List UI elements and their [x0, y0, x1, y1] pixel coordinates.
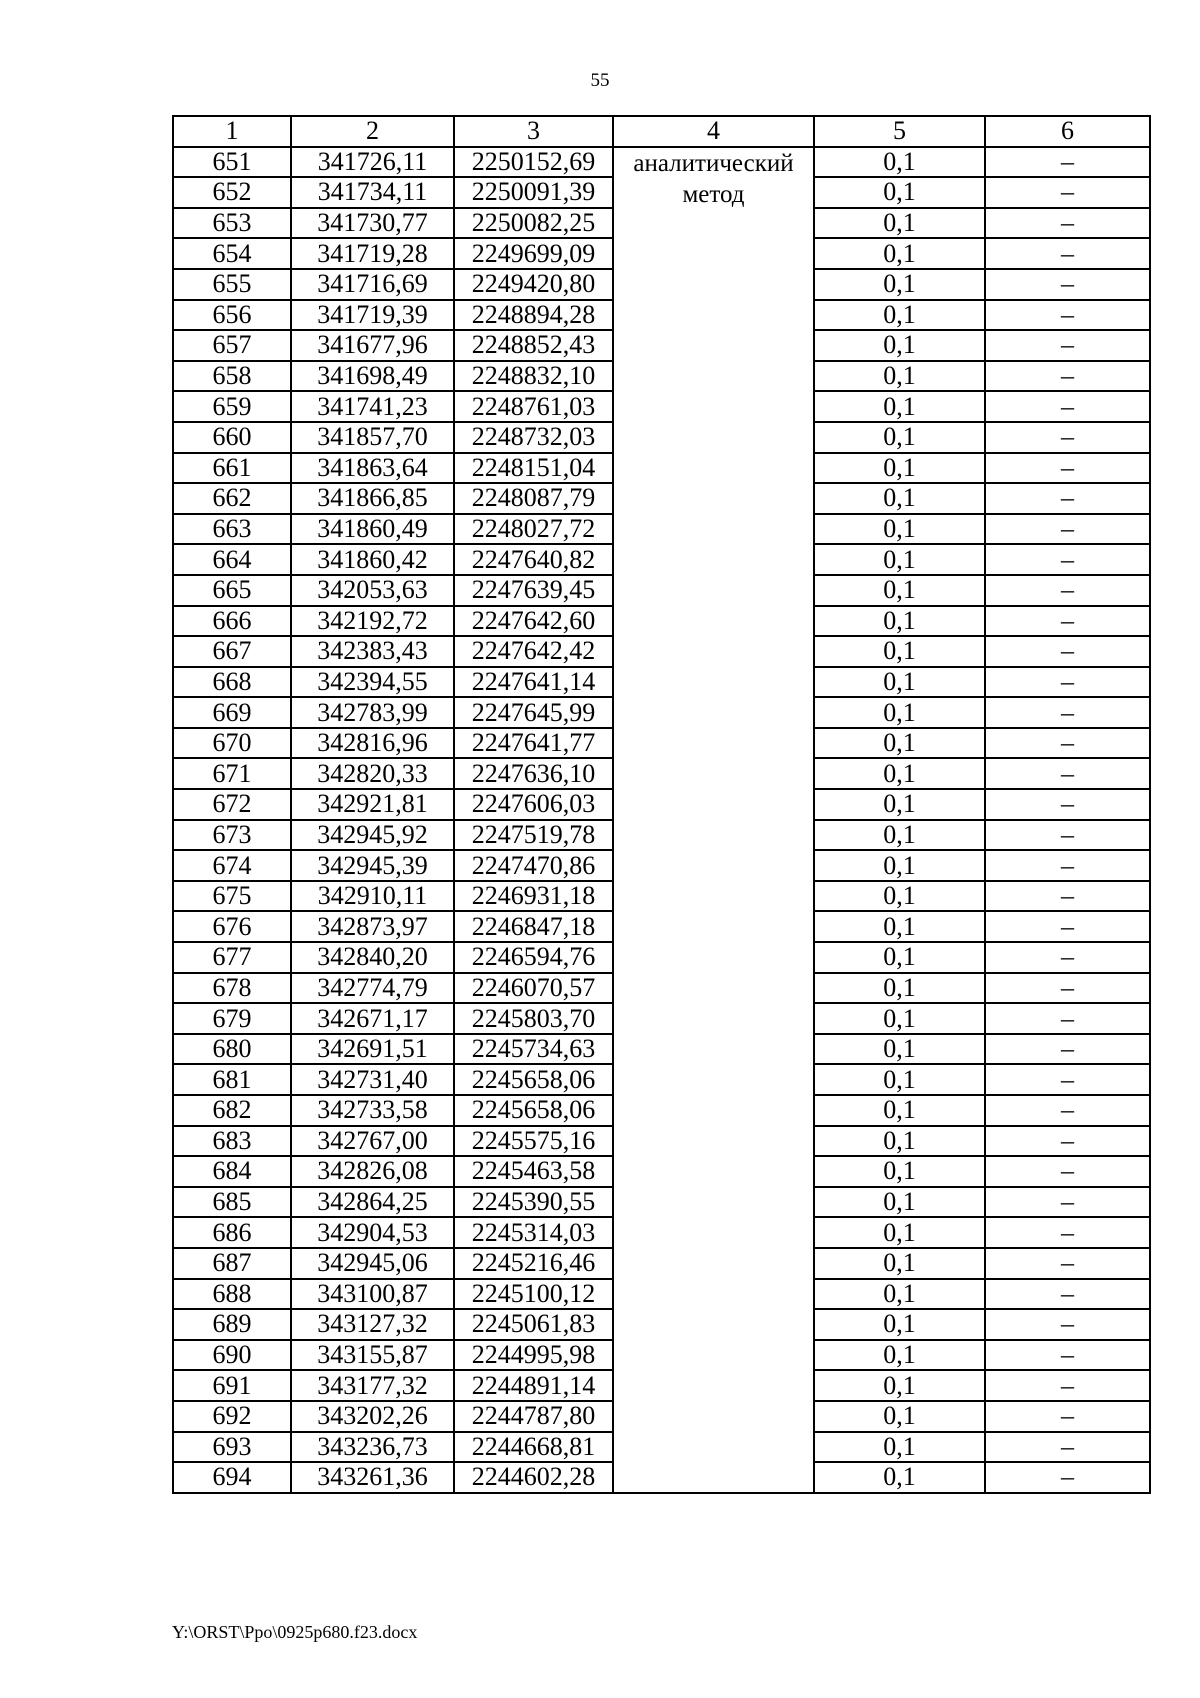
- header-cell: 5: [814, 116, 985, 147]
- note-cell: –: [985, 1370, 1150, 1401]
- note-cell: –: [985, 1462, 1150, 1493]
- x-coordinate-cell: 342192,72: [291, 606, 454, 637]
- note-cell: –: [985, 850, 1150, 881]
- accuracy-cell: 0,1: [814, 758, 985, 789]
- accuracy-cell: 0,1: [814, 147, 985, 178]
- y-coordinate-cell: 2248832,10: [454, 361, 613, 392]
- accuracy-cell: 0,1: [814, 1034, 985, 1065]
- y-coordinate-cell: 2250091,39: [454, 177, 613, 208]
- y-coordinate-cell: 2245390,55: [454, 1187, 613, 1218]
- accuracy-cell: 0,1: [814, 1217, 985, 1248]
- note-cell: –: [985, 1309, 1150, 1340]
- header-cell: 4: [613, 116, 814, 147]
- y-coordinate-cell: 2244891,14: [454, 1370, 613, 1401]
- point-number-cell: 654: [173, 238, 291, 269]
- y-coordinate-cell: 2247606,03: [454, 789, 613, 820]
- point-number-cell: 692: [173, 1401, 291, 1432]
- note-cell: –: [985, 422, 1150, 453]
- accuracy-cell: 0,1: [814, 330, 985, 361]
- note-cell: –: [985, 147, 1150, 178]
- y-coordinate-cell: 2247640,82: [454, 544, 613, 575]
- accuracy-cell: 0,1: [814, 422, 985, 453]
- header-cell: 3: [454, 116, 613, 147]
- coordinates-table: [172, 115, 1151, 1494]
- point-number-cell: 653: [173, 208, 291, 239]
- point-number-cell: 694: [173, 1462, 291, 1493]
- accuracy-cell: 0,1: [814, 1126, 985, 1157]
- y-coordinate-cell: 2245658,06: [454, 1095, 613, 1126]
- point-number-cell: 668: [173, 667, 291, 698]
- point-number-cell: 663: [173, 514, 291, 545]
- y-coordinate-cell: 2244787,80: [454, 1401, 613, 1432]
- note-cell: –: [985, 238, 1150, 269]
- note-cell: –: [985, 1340, 1150, 1371]
- note-cell: –: [985, 1217, 1150, 1248]
- point-number-cell: 662: [173, 483, 291, 514]
- y-coordinate-cell: 2247642,60: [454, 606, 613, 637]
- accuracy-cell: 0,1: [814, 575, 985, 606]
- x-coordinate-cell: 341716,69: [291, 269, 454, 300]
- x-coordinate-cell: 342394,55: [291, 667, 454, 698]
- x-coordinate-cell: 342767,00: [291, 1126, 454, 1157]
- point-number-cell: 676: [173, 911, 291, 942]
- accuracy-cell: 0,1: [814, 1064, 985, 1095]
- x-coordinate-cell: 342733,58: [291, 1095, 454, 1126]
- note-cell: –: [985, 697, 1150, 728]
- accuracy-cell: 0,1: [814, 238, 985, 269]
- note-cell: –: [985, 1156, 1150, 1187]
- x-coordinate-cell: 342053,63: [291, 575, 454, 606]
- note-cell: –: [985, 1401, 1150, 1432]
- x-coordinate-cell: 341719,28: [291, 238, 454, 269]
- point-number-cell: 682: [173, 1095, 291, 1126]
- y-coordinate-cell: 2249420,80: [454, 269, 613, 300]
- table-header-row: [173, 116, 1150, 147]
- note-cell: –: [985, 453, 1150, 484]
- accuracy-cell: 0,1: [814, 1370, 985, 1401]
- y-coordinate-cell: 2250152,69: [454, 147, 613, 178]
- accuracy-cell: 0,1: [814, 820, 985, 851]
- accuracy-cell: 0,1: [814, 942, 985, 973]
- note-cell: –: [985, 514, 1150, 545]
- accuracy-cell: 0,1: [814, 850, 985, 881]
- page-number: 55: [590, 70, 610, 91]
- accuracy-cell: 0,1: [814, 881, 985, 912]
- y-coordinate-cell: 2245216,46: [454, 1248, 613, 1279]
- accuracy-cell: 0,1: [814, 1309, 985, 1340]
- accuracy-cell: 0,1: [814, 269, 985, 300]
- accuracy-cell: 0,1: [814, 789, 985, 820]
- note-cell: –: [985, 942, 1150, 973]
- note-cell: –: [985, 1248, 1150, 1279]
- y-coordinate-cell: 2248894,28: [454, 300, 613, 331]
- x-coordinate-cell: 342864,25: [291, 1187, 454, 1218]
- y-coordinate-cell: 2248087,79: [454, 483, 613, 514]
- note-cell: –: [985, 544, 1150, 575]
- y-coordinate-cell: 2247642,42: [454, 636, 613, 667]
- method-line: аналитический: [633, 149, 794, 177]
- y-coordinate-cell: 2247636,10: [454, 758, 613, 789]
- x-coordinate-cell: 342731,40: [291, 1064, 454, 1095]
- point-number-cell: 661: [173, 453, 291, 484]
- point-number-cell: 677: [173, 942, 291, 973]
- point-number-cell: 670: [173, 728, 291, 759]
- x-coordinate-cell: 341863,64: [291, 453, 454, 484]
- note-cell: –: [985, 1003, 1150, 1034]
- note-cell: –: [985, 758, 1150, 789]
- y-coordinate-cell: 2245803,70: [454, 1003, 613, 1034]
- accuracy-cell: 0,1: [814, 973, 985, 1004]
- accuracy-cell: 0,1: [814, 667, 985, 698]
- accuracy-cell: 0,1: [814, 606, 985, 637]
- note-cell: –: [985, 269, 1150, 300]
- note-cell: –: [985, 911, 1150, 942]
- note-cell: –: [985, 330, 1150, 361]
- note-cell: –: [985, 973, 1150, 1004]
- header-cell: 2: [291, 116, 454, 147]
- point-number-cell: 656: [173, 300, 291, 331]
- point-number-cell: 666: [173, 606, 291, 637]
- note-cell: –: [985, 1432, 1150, 1463]
- y-coordinate-cell: 2246931,18: [454, 881, 613, 912]
- x-coordinate-cell: 342904,53: [291, 1217, 454, 1248]
- note-cell: –: [985, 483, 1150, 514]
- accuracy-cell: 0,1: [814, 483, 985, 514]
- point-number-cell: 658: [173, 361, 291, 392]
- y-coordinate-cell: 2245658,06: [454, 1064, 613, 1095]
- point-number-cell: 687: [173, 1248, 291, 1279]
- point-number-cell: 683: [173, 1126, 291, 1157]
- accuracy-cell: 0,1: [814, 911, 985, 942]
- y-coordinate-cell: 2245314,03: [454, 1217, 613, 1248]
- x-coordinate-cell: 341726,11: [291, 147, 454, 178]
- y-coordinate-cell: 2245734,63: [454, 1034, 613, 1065]
- point-number-cell: 675: [173, 881, 291, 912]
- x-coordinate-cell: 343177,32: [291, 1370, 454, 1401]
- point-number-cell: 652: [173, 177, 291, 208]
- point-number-cell: 655: [173, 269, 291, 300]
- accuracy-cell: 0,1: [814, 636, 985, 667]
- y-coordinate-cell: 2245061,83: [454, 1309, 613, 1340]
- point-number-cell: 657: [173, 330, 291, 361]
- x-coordinate-cell: 343155,87: [291, 1340, 454, 1371]
- point-number-cell: 690: [173, 1340, 291, 1371]
- table-row: [173, 147, 1150, 178]
- accuracy-cell: 0,1: [814, 453, 985, 484]
- point-number-cell: 686: [173, 1217, 291, 1248]
- y-coordinate-cell: 2244995,98: [454, 1340, 613, 1371]
- note-cell: –: [985, 667, 1150, 698]
- x-coordinate-cell: 341860,49: [291, 514, 454, 545]
- point-number-cell: 684: [173, 1156, 291, 1187]
- y-coordinate-cell: 2250082,25: [454, 208, 613, 239]
- point-number-cell: 693: [173, 1432, 291, 1463]
- point-number-cell: 667: [173, 636, 291, 667]
- note-cell: –: [985, 1279, 1150, 1310]
- x-coordinate-cell: 343100,87: [291, 1279, 454, 1310]
- x-coordinate-cell: 342921,81: [291, 789, 454, 820]
- point-number-cell: 674: [173, 850, 291, 881]
- note-cell: –: [985, 208, 1150, 239]
- method-cell: [613, 147, 814, 1493]
- y-coordinate-cell: 2245575,16: [454, 1126, 613, 1157]
- note-cell: –: [985, 789, 1150, 820]
- y-coordinate-cell: 2244602,28: [454, 1462, 613, 1493]
- accuracy-cell: 0,1: [814, 1279, 985, 1310]
- y-coordinate-cell: 2245100,12: [454, 1279, 613, 1310]
- accuracy-cell: 0,1: [814, 1432, 985, 1463]
- accuracy-cell: 0,1: [814, 1248, 985, 1279]
- x-coordinate-cell: 342671,17: [291, 1003, 454, 1034]
- accuracy-cell: 0,1: [814, 208, 985, 239]
- y-coordinate-cell: 2248852,43: [454, 330, 613, 361]
- note-cell: –: [985, 606, 1150, 637]
- y-coordinate-cell: 2248027,72: [454, 514, 613, 545]
- note-cell: –: [985, 361, 1150, 392]
- accuracy-cell: 0,1: [814, 1003, 985, 1034]
- x-coordinate-cell: 342774,79: [291, 973, 454, 1004]
- x-coordinate-cell: 342691,51: [291, 1034, 454, 1065]
- accuracy-cell: 0,1: [814, 514, 985, 545]
- x-coordinate-cell: 341857,70: [291, 422, 454, 453]
- y-coordinate-cell: 2245463,58: [454, 1156, 613, 1187]
- table-body: [173, 147, 1150, 1493]
- accuracy-cell: 0,1: [814, 300, 985, 331]
- file-path-footer: Y:\ORST\Ppo\0925p680.f23.docx: [172, 1622, 418, 1642]
- point-number-cell: 689: [173, 1309, 291, 1340]
- point-number-cell: 680: [173, 1034, 291, 1065]
- x-coordinate-cell: 341677,96: [291, 330, 454, 361]
- accuracy-cell: 0,1: [814, 361, 985, 392]
- point-number-cell: 679: [173, 1003, 291, 1034]
- y-coordinate-cell: 2247519,78: [454, 820, 613, 851]
- x-coordinate-cell: 342910,11: [291, 881, 454, 912]
- x-coordinate-cell: 342945,92: [291, 820, 454, 851]
- x-coordinate-cell: 343127,32: [291, 1309, 454, 1340]
- y-coordinate-cell: 2246070,57: [454, 973, 613, 1004]
- point-number-cell: 660: [173, 422, 291, 453]
- x-coordinate-cell: 342945,39: [291, 850, 454, 881]
- x-coordinate-cell: 342816,96: [291, 728, 454, 759]
- x-coordinate-cell: 343236,73: [291, 1432, 454, 1463]
- x-coordinate-cell: 342820,33: [291, 758, 454, 789]
- point-number-cell: 669: [173, 697, 291, 728]
- x-coordinate-cell: 341730,77: [291, 208, 454, 239]
- point-number-cell: 659: [173, 391, 291, 422]
- accuracy-cell: 0,1: [814, 391, 985, 422]
- accuracy-cell: 0,1: [814, 1156, 985, 1187]
- x-coordinate-cell: 342840,20: [291, 942, 454, 973]
- note-cell: –: [985, 728, 1150, 759]
- x-coordinate-cell: 342873,97: [291, 911, 454, 942]
- note-cell: –: [985, 391, 1150, 422]
- y-coordinate-cell: 2248151,04: [454, 453, 613, 484]
- note-cell: –: [985, 1126, 1150, 1157]
- point-number-cell: 664: [173, 544, 291, 575]
- point-number-cell: 672: [173, 789, 291, 820]
- x-coordinate-cell: 341719,39: [291, 300, 454, 331]
- y-coordinate-cell: 2247470,86: [454, 850, 613, 881]
- note-cell: –: [985, 1034, 1150, 1065]
- accuracy-cell: 0,1: [814, 728, 985, 759]
- note-cell: –: [985, 1187, 1150, 1218]
- method-line: метод: [682, 180, 745, 208]
- y-coordinate-cell: 2247641,77: [454, 728, 613, 759]
- point-number-cell: 665: [173, 575, 291, 606]
- x-coordinate-cell: 341866,85: [291, 483, 454, 514]
- header-cell: 6: [985, 116, 1150, 147]
- note-cell: –: [985, 1064, 1150, 1095]
- accuracy-cell: 0,1: [814, 1401, 985, 1432]
- y-coordinate-cell: 2247645,99: [454, 697, 613, 728]
- accuracy-cell: 0,1: [814, 177, 985, 208]
- note-cell: –: [985, 575, 1150, 606]
- note-cell: –: [985, 300, 1150, 331]
- note-cell: –: [985, 820, 1150, 851]
- accuracy-cell: 0,1: [814, 1462, 985, 1493]
- point-number-cell: 691: [173, 1370, 291, 1401]
- y-coordinate-cell: 2248732,03: [454, 422, 613, 453]
- point-number-cell: 685: [173, 1187, 291, 1218]
- x-coordinate-cell: 343261,36: [291, 1462, 454, 1493]
- point-number-cell: 681: [173, 1064, 291, 1095]
- x-coordinate-cell: 341734,11: [291, 177, 454, 208]
- y-coordinate-cell: 2246594,76: [454, 942, 613, 973]
- x-coordinate-cell: 342383,43: [291, 636, 454, 667]
- accuracy-cell: 0,1: [814, 1340, 985, 1371]
- point-number-cell: 678: [173, 973, 291, 1004]
- note-cell: –: [985, 177, 1150, 208]
- y-coordinate-cell: 2247641,14: [454, 667, 613, 698]
- accuracy-cell: 0,1: [814, 1187, 985, 1218]
- x-coordinate-cell: 343202,26: [291, 1401, 454, 1432]
- y-coordinate-cell: 2246847,18: [454, 911, 613, 942]
- header-cell: 1: [173, 116, 291, 147]
- point-number-cell: 651: [173, 147, 291, 178]
- y-coordinate-cell: 2247639,45: [454, 575, 613, 606]
- note-cell: –: [985, 1095, 1150, 1126]
- x-coordinate-cell: 342945,06: [291, 1248, 454, 1279]
- point-number-cell: 688: [173, 1279, 291, 1310]
- x-coordinate-cell: 342826,08: [291, 1156, 454, 1187]
- y-coordinate-cell: 2244668,81: [454, 1432, 613, 1463]
- accuracy-cell: 0,1: [814, 697, 985, 728]
- y-coordinate-cell: 2249699,09: [454, 238, 613, 269]
- accuracy-cell: 0,1: [814, 1095, 985, 1126]
- x-coordinate-cell: 341860,42: [291, 544, 454, 575]
- x-coordinate-cell: 341741,23: [291, 391, 454, 422]
- point-number-cell: 673: [173, 820, 291, 851]
- note-cell: –: [985, 636, 1150, 667]
- note-cell: –: [985, 881, 1150, 912]
- accuracy-cell: 0,1: [814, 544, 985, 575]
- x-coordinate-cell: 341698,49: [291, 361, 454, 392]
- point-number-cell: 671: [173, 758, 291, 789]
- x-coordinate-cell: 342783,99: [291, 697, 454, 728]
- y-coordinate-cell: 2248761,03: [454, 391, 613, 422]
